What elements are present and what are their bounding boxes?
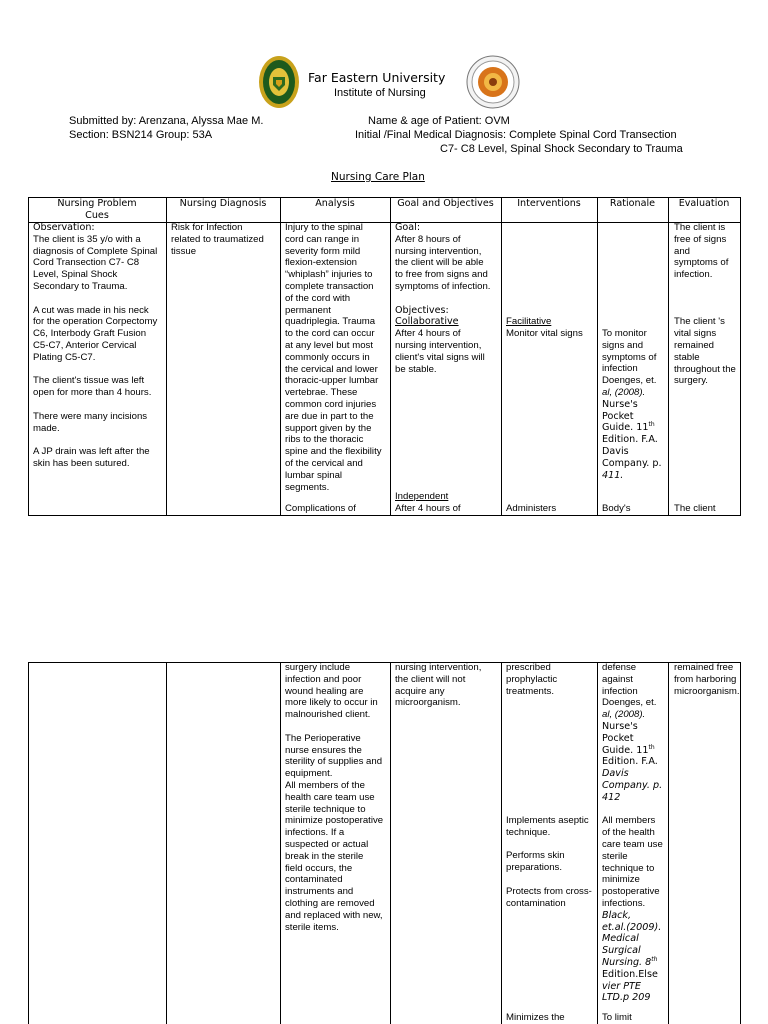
- interventions-facilitative-label: Facilitative: [506, 316, 552, 327]
- analysis-continued-text: Complications of: [285, 503, 356, 514]
- cues-cell: Observation: The client is 35 y/o with a diagnosis of Complete Spinal Cord Transection C7- C8 Level, Spinal Shock Secondary to Trauma. A cut was made in his neck for the operation Corpectomy C6, Interbody Graft Fusion C5-C7, Anterior Cervical Plating C5-C7. The client's tissue was left open for more than 4 hours. There were many incisions made. A JP drain was left after the skin has been sutured.: [33, 222, 158, 469]
- rationale-to-limit: To limit: [602, 1012, 632, 1023]
- interventions-minimizes: Minimizes the: [506, 1012, 565, 1023]
- evaluation-cell: The client is free of signs and symptoms of infection. The client 's vital signs remained stable throughout the surgery.: [674, 222, 736, 387]
- col-header-rationale: Rationale: [609, 198, 656, 209]
- page-title: Nursing Care Plan: [331, 171, 425, 183]
- university-name: Far Eastern University: [308, 70, 446, 85]
- interventions-cell-continued: prescribed prophylactic treatments.: [506, 662, 558, 697]
- medical-diagnosis-line2: C7- C8 Level, Spinal Shock Secondary to Trauma: [440, 143, 683, 155]
- col-header-analysis: Analysis: [315, 198, 355, 209]
- col-header-nursing-problem: Nursing Problem Cues: [57, 198, 137, 221]
- nursing-diagnosis-cell: Risk for Infection related to traumatized tissue: [171, 222, 264, 257]
- goal-cell: Goal: After 8 hours of nursing intervention, the client will be able to free from signs and symptoms of infection. Objectives: Collaborative After 4 hours of nursing intervention, client's vital signs will be stable.: [395, 222, 491, 375]
- evaluation-cell-continued: remained free from harboring microorganism.: [674, 662, 740, 697]
- interventions-monitor-vital-signs: Monitor vital signs: [506, 328, 583, 339]
- interventions-aseptic-technique: Implements aseptic technique. Performs skin preparations. Protects from cross- contamination: [506, 815, 592, 909]
- institute-name: Institute of Nursing: [334, 87, 426, 99]
- analysis-cell-continued: surgery include infection and poor wound healing are more likely to occur in malnourished client. The Perioperative nurse ensures the sterility of supplies and equipment. All members of the health care team use sterile technique to minimize postoperative infections. If a suspected or actual break in the sterile field occurs, the contaminated instruments and clothing are removed and replaced with new, sterile items.: [285, 662, 384, 933]
- goal-independent-label: Independent: [395, 491, 449, 502]
- analysis-cell: Injury to the spinal cord can range in severity form mild flexion-extension “whiplash” injuries to complete transaction of the cord with permanent quadriplegia. Trauma to the cord can occur at any level but most commonly occurs in the cervical and lower thoracic-upper lumbar vertebrae. These common cord injuries are due in part to the support given by the ribs to the thoracic spine and the flexibility of the cervical and lumbar spinal segments.: [285, 222, 382, 493]
- section-group: Section: BSN214 Group: 53A: [69, 129, 213, 141]
- feu-seal-logo: [258, 55, 300, 109]
- col-header-nursing-diagnosis: Nursing Diagnosis: [179, 198, 267, 209]
- rationale-cell-continued: defense against infection Doenges, et. al, (2008). Nurse's Pocket Guide. 11th Edition. F.A. Davis Company. p. 412 All members of the health care team use sterile technique to minimize postoperative infections. Black, et.al.(2009). Medical Surgical Nursing. 8th Edition.Else vier PTE LTD.p 209: [602, 662, 663, 1004]
- col-header-interventions: Interventions: [517, 198, 581, 209]
- rationale-continued-text: Body's: [602, 503, 631, 514]
- col-header-goal-objectives: Goal and Objectives: [397, 198, 494, 209]
- col-header-evaluation: Evaluation: [678, 198, 730, 209]
- patient-name-age: Name & age of Patient: OVM: [368, 115, 510, 127]
- goal-independent-text: After 4 hours of: [395, 503, 461, 514]
- interventions-administers: Administers: [506, 503, 557, 514]
- evaluation-continued-text: The client: [674, 503, 716, 514]
- goal-cell-continued: nursing intervention, the client will not acquire any microorganism.: [395, 662, 482, 709]
- submitted-by: Submitted by: Arenzana, Alyssa Mae M.: [69, 115, 264, 127]
- medical-diagnosis-line1: Initial /Final Medical Diagnosis: Complete Spinal Cord Transection: [355, 129, 677, 141]
- institute-of-nursing-seal-logo: [466, 55, 520, 109]
- rationale-cell: To monitor signs and symptoms of infection Doenges, et. al, (2008). Nurse's Pocket Guide. 11th Edition. F.A. Davis Company. p. 411.: [602, 328, 662, 481]
